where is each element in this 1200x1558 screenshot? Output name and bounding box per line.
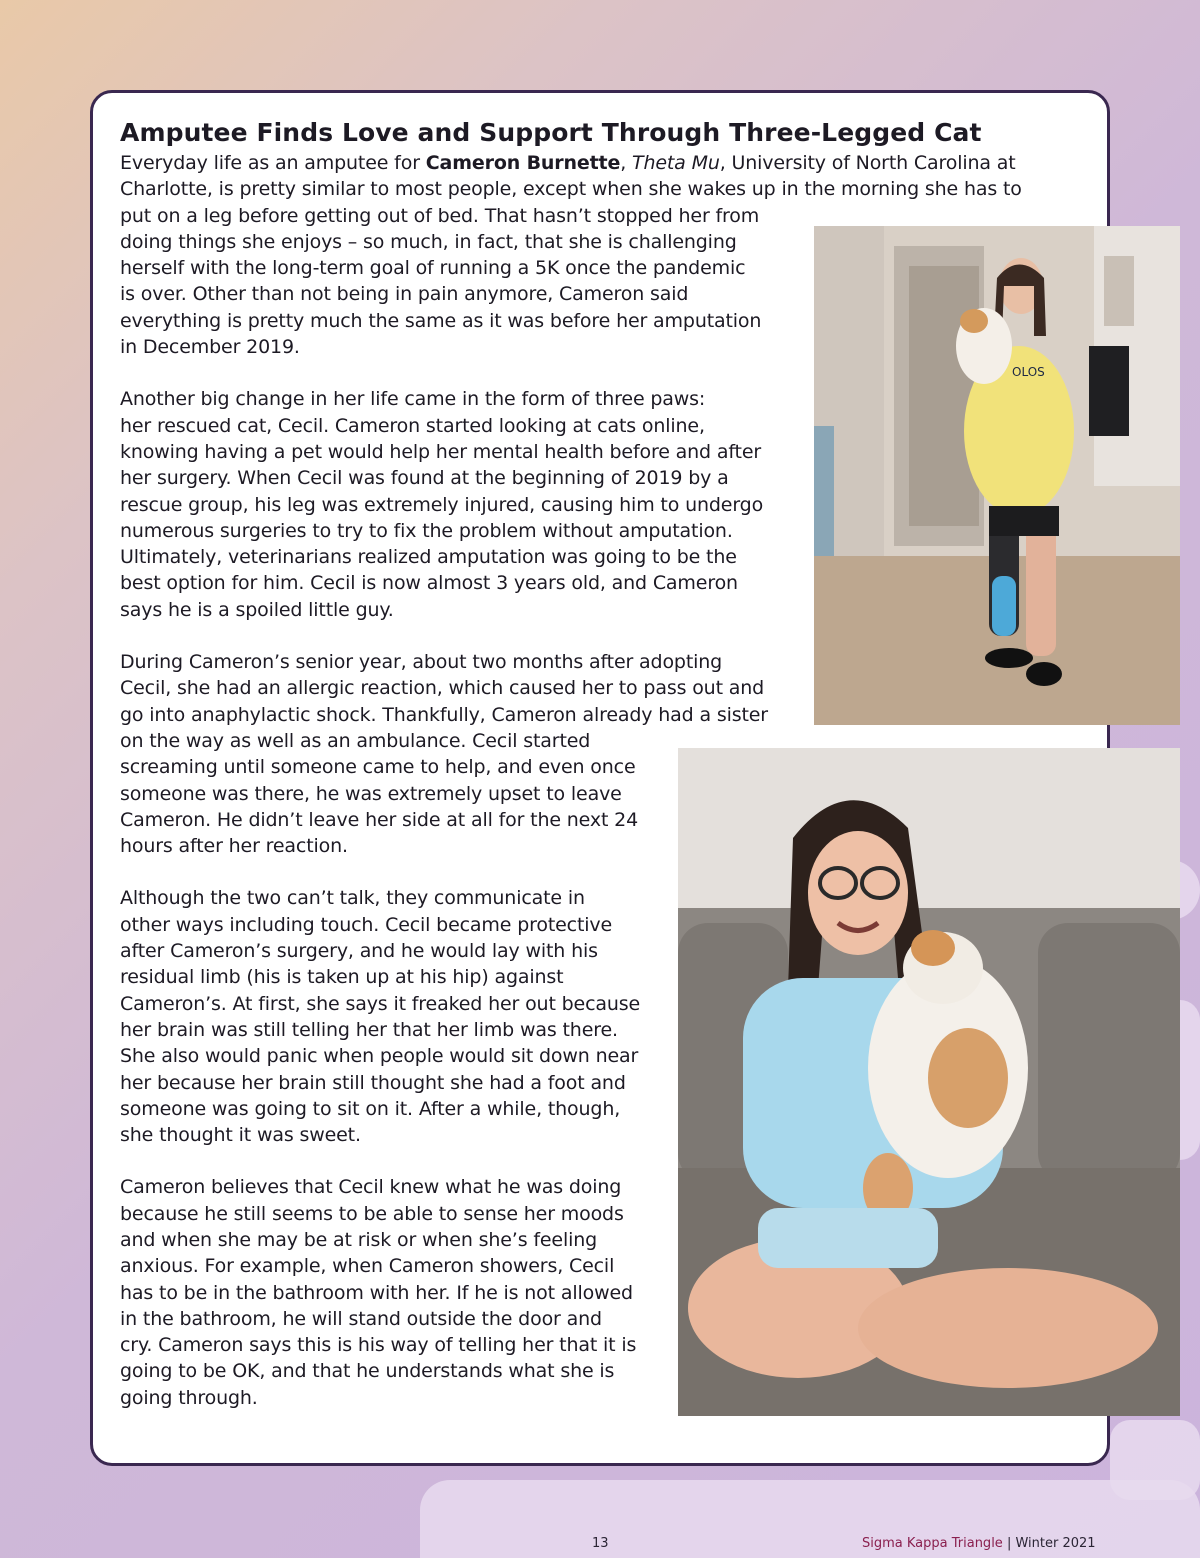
text-line: she thought it was sweet. xyxy=(120,1124,361,1147)
text-line: She also would panic when people would sit down near xyxy=(120,1045,639,1068)
text-line: going to be OK, and that he understands what she is xyxy=(120,1360,615,1383)
subject-name: Cameron Burnette xyxy=(425,152,621,174)
text-line: hours after her reaction. xyxy=(120,835,348,858)
text-line: Another big change in her life came in the form of three paws: xyxy=(120,388,706,411)
text-line: other ways including touch. Cecil became protective xyxy=(120,913,613,936)
intro-line xyxy=(120,150,1080,176)
text-line: her because her brain still thought she had a foot and xyxy=(120,1071,626,1094)
text-line: cry. Cameron says this is his way of telling her that it is xyxy=(120,1334,637,1357)
footer-separator: | xyxy=(1006,1536,1012,1551)
background-blob xyxy=(1110,1420,1200,1500)
text-line: Cameron believes that Cecil knew what he was doing xyxy=(120,1176,622,1199)
text-line: put on a leg before getting out of bed. That hasn’t stopped her from xyxy=(120,204,760,227)
text-line: someone was there, he was extremely upset to leave xyxy=(120,782,622,805)
text-line: herself with the long-term goal of running a 5K once the pandemic xyxy=(120,257,746,280)
photo-illustration xyxy=(678,748,1180,1416)
text-line: rescue group, his leg was extremely injured, causing him to undergo xyxy=(120,493,764,516)
shirt-logo-text: OLOS xyxy=(1012,365,1045,379)
text-line: Cameron’s. At first, she says it freaked her out because xyxy=(120,992,641,1015)
text-line: go into anaphylactic shock. Thankfully, Cameron already had a sister xyxy=(120,703,768,726)
text-line: her brain was still telling her that her limb was there. xyxy=(120,1018,618,1041)
text-line: Although the two can’t talk, they communicate in xyxy=(120,887,585,910)
text-line: Charlotte, is pretty similar to most people, except when she wakes up in the morning she has to xyxy=(120,178,1022,201)
photo-standing-with-cat xyxy=(814,226,1180,725)
article-title: Amputee Finds Love and Support Through Three-Legged Cat xyxy=(120,118,982,147)
text-line: is over. Other than not being in pain anymore, Cameron said xyxy=(120,283,689,306)
text-line: has to be in the bathroom with her. If he is not allowed xyxy=(120,1281,633,1304)
text-line: Cameron. He didn’t leave her side at all for the next 24 xyxy=(120,808,639,831)
text-line: knowing having a pet would help her mental health before and after xyxy=(120,440,762,463)
text-line: everything is pretty much the same as it was before her amputation xyxy=(120,309,762,332)
text-line: after Cameron’s surgery, and he would lay with his xyxy=(120,940,598,963)
text-line: her rescued cat, Cecil. Cameron started looking at cats online, xyxy=(120,414,705,437)
intro-text: Everyday life as an amputee for xyxy=(120,152,426,174)
text-line: Cecil, she had an allergic reaction, which caused her to pass out and xyxy=(120,677,765,700)
text-line: residual limb (his is taken up at his hip) against xyxy=(120,966,564,989)
intro-separator: , xyxy=(620,152,632,174)
text-line: going through. xyxy=(120,1386,258,1409)
text-line: her surgery. When Cecil was found at the beginning of 2019 by a xyxy=(120,467,729,490)
text-line: anxious. For example, when Cameron showers, Cecil xyxy=(120,1255,615,1278)
page-number: 13 xyxy=(592,1536,609,1551)
text-line: says he is a spoiled little guy. xyxy=(120,598,394,621)
text-line: doing things she enjoys – so much, in fact, that she is challenging xyxy=(120,230,737,253)
text-line: Ultimately, veterinarians realized amputation was going to be the xyxy=(120,546,737,569)
text-line: because he still seems to be able to sense her moods xyxy=(120,1202,624,1225)
publication-footer xyxy=(862,1536,1096,1551)
publication-name: Sigma Kappa Triangle xyxy=(862,1536,1003,1551)
text-line: numerous surgeries to try to fix the problem without amputation. xyxy=(120,519,733,542)
text-line: screaming until someone came to help, and even once xyxy=(120,756,636,779)
text-line: in the bathroom, he will stand outside the door and xyxy=(120,1307,602,1330)
text-line: someone was going to sit on it. After a while, though, xyxy=(120,1097,621,1120)
photo-sitting-with-cat xyxy=(678,748,1180,1416)
intro-text-end: , University of North Carolina at xyxy=(719,152,1016,174)
text-line: During Cameron’s senior year, about two months after adopting xyxy=(120,651,723,674)
issue-name: Winter 2021 xyxy=(1015,1536,1096,1551)
photo-illustration xyxy=(814,226,1180,725)
text-line: in December 2019. xyxy=(120,336,300,359)
text-line: and when she may be at risk or when she’s feeling xyxy=(120,1228,598,1251)
text-line: on the way as well as an ambulance. Cecil started xyxy=(120,729,591,752)
text-line: best option for him. Cecil is now almost 3 years old, and Cameron xyxy=(120,572,738,595)
chapter-name: Theta Mu xyxy=(632,152,720,174)
